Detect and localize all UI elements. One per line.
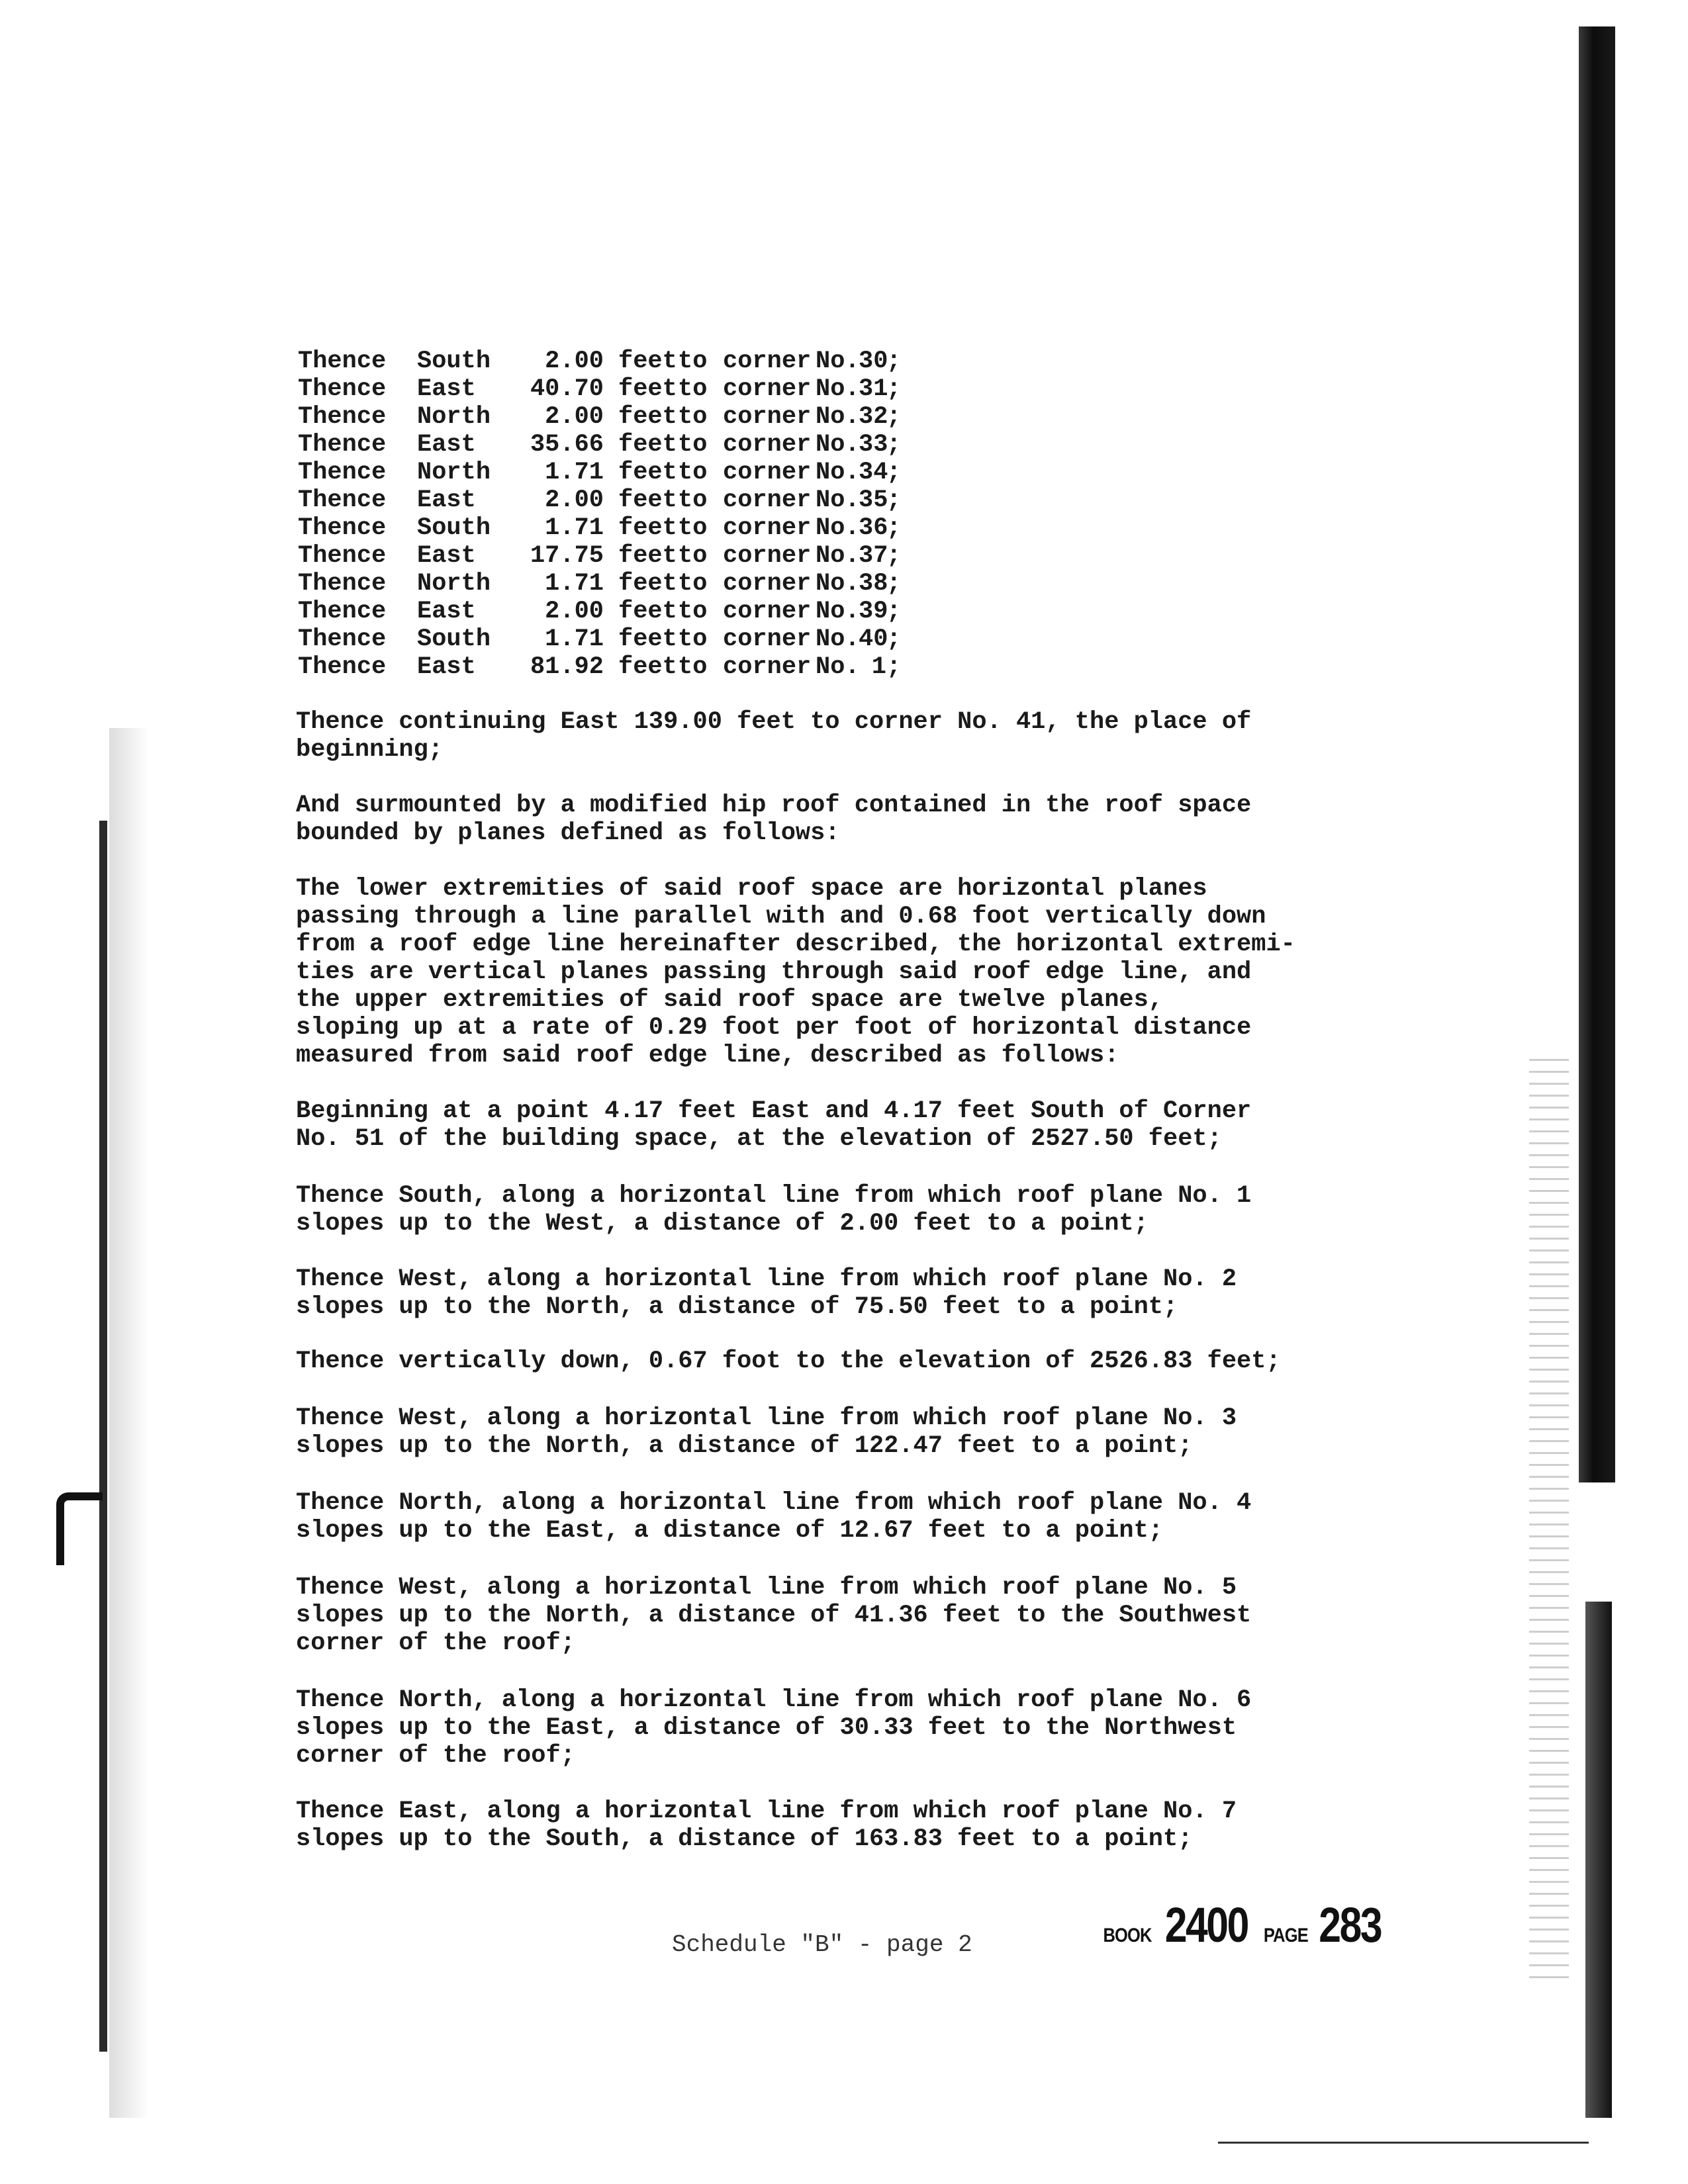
course-row: Thence East 17.75 feetto corner No.37;	[298, 542, 902, 570]
scan-edge-right	[1579, 26, 1615, 1482]
paragraph-plane-6: Thence North, along a horizontal line from which roof plane No. 6 slopes up to the East, a distance of 30.33 feet to the Northwest corner of the roof;	[296, 1686, 1252, 1770]
course-row: Thence East 81.92 feetto corner No. 1;	[298, 653, 902, 681]
course-list	[298, 347, 901, 681]
scan-speckle-right	[1529, 1059, 1569, 1985]
page-label: PAGE	[1263, 1925, 1308, 1946]
course-row: Thence East 2.00 feetto corner No.35;	[298, 486, 902, 514]
paragraph-roof-extremities: The lower extremities of said roof space are horizontal planes passing through a line parallel with and 0.68 foot vertically down from a roof edge line hereinafter described, the horizontal extremi- ties are vertical planes passing through said roof edge line, and the upper extremities of said roof space are twelve planes, sloping up at a rate of 0.29 foot per foot of horizontal distance measured from said roof edge line, described as follows:	[296, 875, 1295, 1069]
scan-shadow-left	[109, 728, 149, 2118]
book-page-stamp	[1099, 1897, 1387, 1953]
course-row: Thence North 1.71 feetto corner No.38;	[298, 570, 902, 598]
course-row: Thence East 2.00 feetto corner No.39;	[298, 598, 902, 625]
course-row: Thence East 35.66 feetto corner No.33;	[298, 431, 902, 459]
book-label: BOOK	[1103, 1925, 1152, 1946]
scan-bottom-rule	[1218, 2142, 1589, 2144]
paragraph-plane-5: Thence West, along a horizontal line from which roof plane No. 5 slopes up to the North, a distance of 41.36 feet to the Southwest corner of the roof;	[296, 1574, 1252, 1657]
course-row: Thence North 1.71 feetto corner No.34;	[298, 459, 902, 486]
course-row: Thence South 1.71 feetto corner No.40;	[298, 625, 902, 653]
book-number: 2400	[1164, 1897, 1248, 1952]
paragraph-plane-3: Thence West, along a horizontal line from which roof plane No. 3 slopes up to the North, a distance of 122.47 feet to a point;	[296, 1404, 1237, 1460]
paragraph-plane-4: Thence North, along a horizontal line from which roof plane No. 4 slopes up to the East, a distance of 12.67 feet to a point;	[296, 1489, 1252, 1545]
scan-edge-left	[99, 821, 107, 2052]
course-row: Thence East 40.70 feetto corner No.31;	[298, 375, 902, 403]
binder-bracket-mark	[56, 1492, 103, 1565]
scan-edge-right-lower	[1585, 1602, 1612, 2118]
paragraph-beginning-point: Beginning at a point 4.17 feet East and 4.17 feet South of Corner No. 51 of the building space, at the elevation of 2527.50 feet;	[296, 1097, 1252, 1153]
paragraph-vertically-down: Thence vertically down, 0.67 foot to the elevation of 2526.83 feet;	[296, 1347, 1281, 1375]
course-row: Thence North 2.00 feetto corner No.32;	[298, 403, 902, 431]
page-number: 283	[1319, 1897, 1382, 1952]
course-row: Thence South 1.71 feetto corner No.36;	[298, 514, 902, 542]
paragraph-plane-2: Thence West, along a horizontal line from which roof plane No. 2 slopes up to the North, a distance of 75.50 feet to a point;	[296, 1265, 1237, 1321]
paragraph-plane-7: Thence East, along a horizontal line from which roof plane No. 7 slopes up to the South, a distance of 163.83 feet to a point;	[296, 1797, 1237, 1853]
paragraph-plane-1: Thence South, along a horizontal line from which roof plane No. 1 slopes up to the West, a distance of 2.00 feet to a point;	[296, 1182, 1252, 1238]
paragraph-surmounted: And surmounted by a modified hip roof contained in the roof space bounded by planes defined as follows:	[296, 792, 1252, 847]
schedule-page-label: Schedule "B" - page 2	[672, 1931, 972, 1958]
course-row: Thence South 2.00 feetto corner No.30;	[298, 347, 902, 375]
paragraph-continuing-east: Thence continuing East 139.00 feet to corner No. 41, the place of beginning;	[296, 708, 1252, 764]
